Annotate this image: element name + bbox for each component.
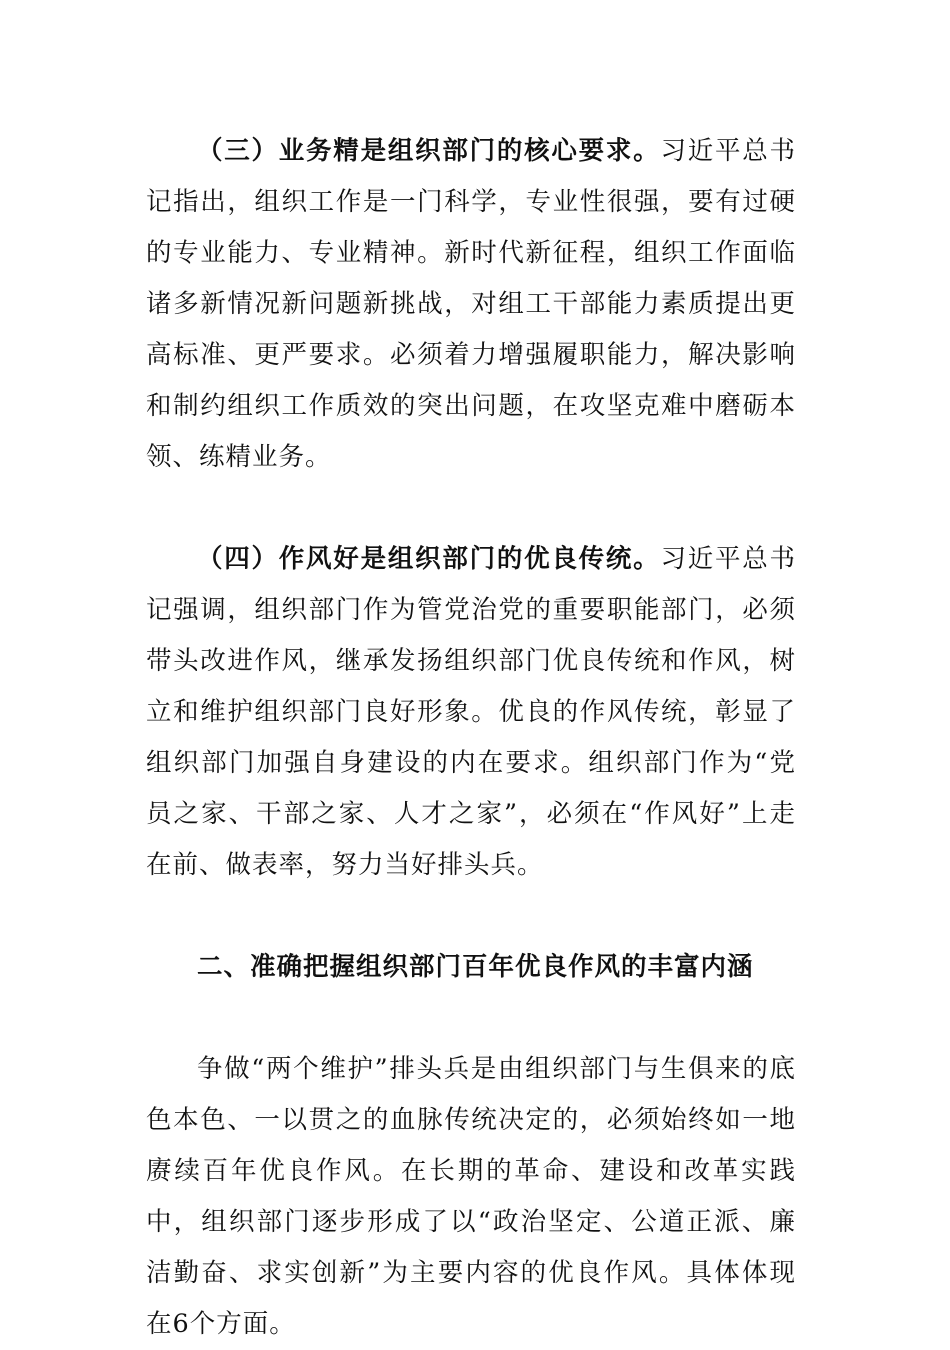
paragraph-four [146,534,796,891]
document-body [146,126,796,1350]
paragraph-three-body: 习近平总书记指出，组织工作是一门科学，专业性很强，要有过硬的专业能力、专业精神。新时代新征程，组织工作面临诸多新情况新问题新挑战，对组工干部能力素质提出更高标准、更严要求。必须着力增强履职能力，解决影响和制约组织工作质效的突出问题，在攻坚克难中磨砺本领、练精业务。 [146,136,796,472]
paragraph-four-lead: （四）作风好是组织部门的优良传统。 [197,544,661,574]
paragraph-spacer [146,891,796,942]
section-heading: 二、准确把握组织部门百年优良作风的丰富内涵 [197,952,754,982]
paragraph-spacer [146,993,796,1044]
paragraph-three-lead: （三）业务精是组织部门的核心要求。 [197,136,661,166]
paragraph-five [146,1044,796,1350]
paragraph-five-body: 争做“两个维护”排头兵是由组织部门与生俱来的底色本色、一以贯之的血脉传统决定的，必须始终如一地赓续百年优良作风。在长期的革命、建设和改革实践中，组织部门逐步形成了以“政治坚定、公道正派、廉洁勤奋、求实创新”为主要内容的优良作风。具体体现在6个方面。 [146,1054,796,1339]
paragraph-four-body: 习近平总书记强调，组织部门作为管党治党的重要职能部门，必须带头改进作风，继承发扬组织部门优良传统和作风，树立和维护组织部门良好形象。优良的作风传统，彰显了组织部门加强自身建设的内在要求。组织部门作为“党员之家、干部之家、人才之家”，必须在“作风好”上走在前、做表率，努力当好排头兵。 [146,544,796,880]
paragraph-spacer [146,483,796,534]
paragraph-three [146,126,796,483]
